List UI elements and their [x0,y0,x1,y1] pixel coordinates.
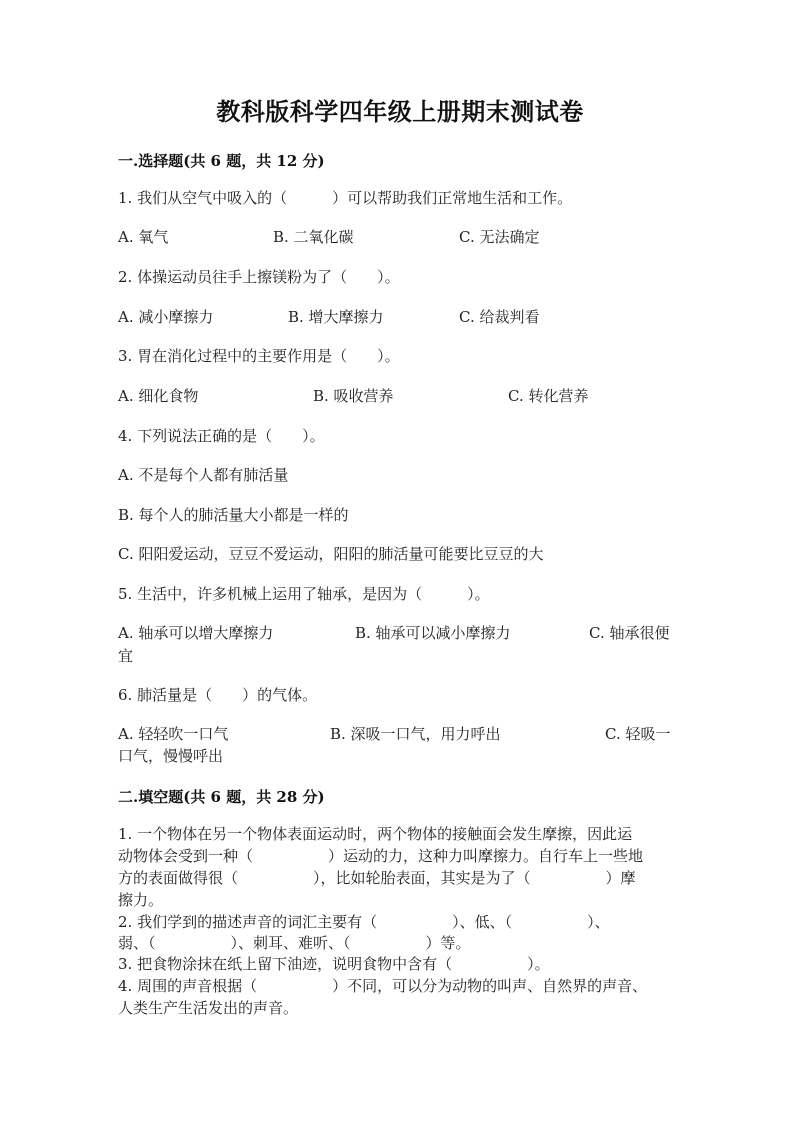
question-2-option-b: B. 增大摩擦力 [288,308,384,326]
fill-question-1-line: 方的表面做得很（ ），比如轮胎表面，其实是为了（ ）摩 [118,869,636,887]
question-1-option-a: A. 氧气 [118,228,169,246]
question-4-stem: 4. 下列说法正确的是（ ）。 [118,427,325,445]
question-4-option-b: B. 每个人的肺活量大小都是一样的 [118,506,349,524]
question-3-option-b: B. 吸收营养 [313,387,394,405]
question-6-stem: 6. 肺活量是（ ）的气体。 [118,686,318,704]
fill-question-2-line: 弱、（ ）、刺耳、难听、（ ）等。 [118,934,471,952]
question-1-option-c: C. 无法确定 [459,228,540,246]
fill-question-2-line: 2. 我们学到的描述声音的词汇主要有（ ）、低、（ ）、 [118,913,610,931]
question-6-option-c-line2: 口气，慢慢呼出 [118,747,224,765]
question-4-option-a: A. 不是每个人都有肺活量 [118,466,289,484]
question-4-option-c: C. 阳阳爱运动，豆豆不爱运动，阳阳的肺活量可能要比豆豆的大 [118,545,544,563]
question-5-option-b: B. 轴承可以减小摩擦力 [355,624,511,642]
question-1-option-b: B. 二氧化碳 [273,228,354,246]
page-title: 教科版科学四年级上册期末测试卷 [216,97,584,126]
question-2-option-c: C. 给裁判看 [459,308,540,326]
question-3-stem: 3. 胃在消化过程中的主要作用是（ ）。 [118,347,400,365]
section-heading-choice: 一.选择题(共 6 题，共 12 分) [118,152,325,170]
fill-question-3-line: 3. 把食物涂抹在纸上留下油迹，说明食物中含有（ ）。 [118,955,550,973]
question-3-option-a: A. 细化食物 [118,387,199,405]
section-heading-fill-in: 二.填空题(共 6 题，共 28 分) [118,788,325,806]
question-5-stem: 5. 生活中，许多机械上运用了轴承，是因为（ ）。 [118,585,490,603]
question-1-stem: 1. 我们从空气中吸入的（ ）可以帮助我们正常地生活和工作。 [118,189,573,207]
fill-question-1-line: 擦力。 [118,891,164,909]
fill-question-1-line: 1. 一个物体在另一个物体表面运动时，两个物体的接触面会发生摩擦，因此运 [118,825,633,843]
question-6-option-c-line1: C. 轻吸一 [605,725,671,743]
question-2-option-a: A. 减小摩擦力 [118,308,214,326]
fill-question-4-line: 4. 周围的声音根据（ ）不同，可以分为动物的叫声、自然界的声音、 [118,977,648,995]
question-2-stem: 2. 体操运动员往手上擦镁粉为了（ ）。 [118,268,400,286]
question-3-option-c: C. 转化营养 [508,387,589,405]
question-6-option-b: B. 深吸一口气，用力呼出 [330,725,501,743]
question-5-option-c-line2: 宜 [118,647,134,665]
question-6-option-a: A. 轻轻吹一口气 [118,725,229,743]
fill-question-4-line: 人类生产生活发出的声音。 [118,999,299,1017]
question-5-option-c-line1: C. 轴承很便 [589,624,670,642]
question-5-option-a: A. 轴承可以增大摩擦力 [118,624,274,642]
fill-question-1-line: 动物体会受到一种（ ）运动的力，这种力叫摩擦力。自行车上一些地 [118,847,644,865]
